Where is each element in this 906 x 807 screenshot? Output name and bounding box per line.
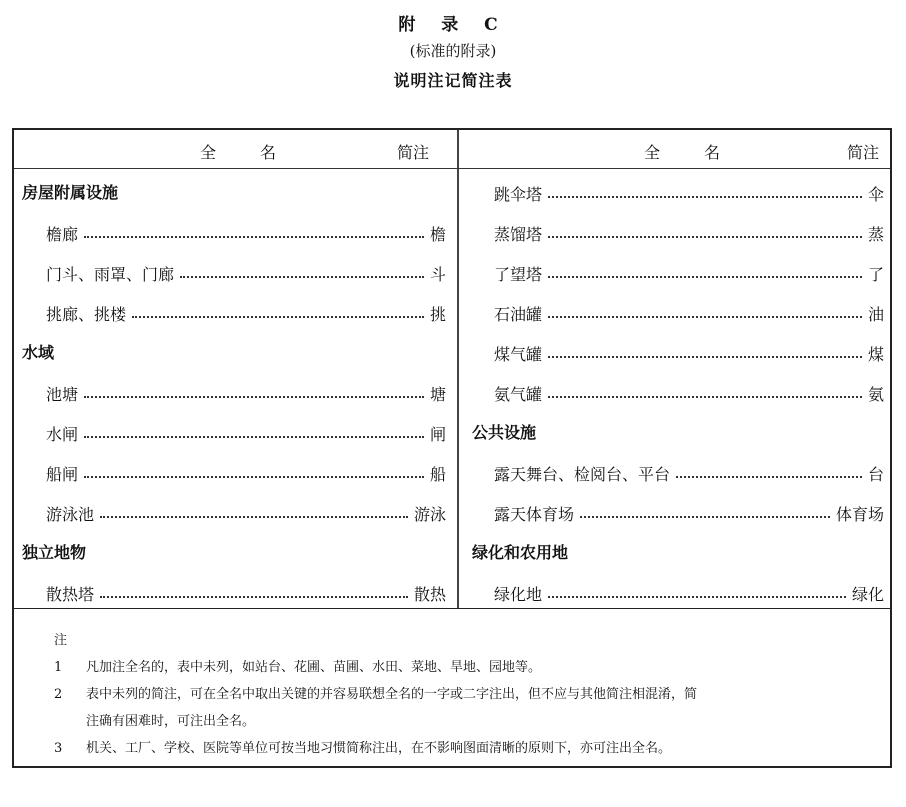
appendix-title: 附 录 C [398,15,508,35]
column-divider [457,130,459,608]
note-number: 3 [54,741,63,756]
leader-dots [100,596,408,598]
table-row [494,222,884,244]
full-name: 煤气罐 [494,344,543,364]
abbreviation-table [12,128,892,768]
leader-dots [548,236,862,238]
right-header-abbr: 简注 [847,143,880,162]
left-header-abbr: 简注 [397,143,430,162]
leader-dots [548,396,862,398]
abbreviation: 挑 [429,304,446,324]
full-name: 游泳池 [46,504,95,524]
abbreviation: 油 [867,304,884,324]
leader-dots [100,516,408,518]
category-heading: 独立地物 [22,543,87,562]
abbreviation: 斗 [429,264,446,284]
table-row [46,382,446,404]
leader-dots [84,436,424,438]
abbreviation: 台 [867,464,884,484]
leader-dots [548,356,862,358]
note-text: 机关、工厂、学校、医院等单位可按当地习惯简称注出，在不影响图面清晰的原则下，亦可注出全名。 [86,741,672,756]
leader-dots [548,196,862,198]
category-heading: 公共设施 [472,423,537,442]
abbreviation: 体育场 [835,504,884,524]
leader-dots [132,316,424,318]
full-name: 了望塔 [494,264,543,284]
note-text: 注确有困难时，可注出全名。 [86,714,256,729]
abbreviation: 檐 [429,224,446,244]
right-header-full-name: 全 名 [644,143,735,162]
abbreviation: 游泳 [413,504,446,524]
full-name: 挑廊、挑楼 [46,304,127,324]
abbreviation: 氨 [867,384,884,404]
table-row [494,502,884,524]
table-heading: 说明注记简注表 [393,71,513,90]
abbreviation: 了 [867,264,884,284]
category-heading: 水域 [22,343,55,362]
leader-dots [84,236,424,238]
left-header-full-name: 全 名 [200,143,291,162]
leader-dots [676,476,862,478]
full-name: 门斗、雨罩、门廊 [46,264,175,284]
leader-dots [548,316,862,318]
leader-dots [548,596,846,598]
table-row [46,502,446,524]
leader-dots [180,276,424,278]
full-name: 露天体育场 [494,504,575,524]
abbreviation: 闸 [429,424,446,444]
full-name: 氨气罐 [494,384,543,404]
notes-label: 注 [54,633,68,648]
leader-dots [580,516,830,518]
table-row [494,462,884,484]
table-row [46,462,446,484]
full-name: 跳伞塔 [494,184,543,204]
full-name: 石油罐 [494,304,543,324]
note-number: 2 [54,687,63,702]
note-text: 凡加注全名的，表中未列，如站台、花圃、苗圃、水田、菜地、旱地、园地等。 [86,660,542,675]
abbreviation: 伞 [867,184,884,204]
leader-dots [84,476,424,478]
abbreviation: 塘 [429,384,446,404]
full-name: 水闸 [46,424,79,444]
abbreviation: 绿化 [851,584,884,604]
appendix-subtitle: (标准的附录) [409,42,497,60]
table-row [494,182,884,204]
table-row [494,342,884,364]
abbreviation: 蒸 [867,224,884,244]
table-row [46,262,446,284]
notes-divider [14,608,890,609]
full-name: 绿化地 [494,584,543,604]
abbreviation: 船 [429,464,446,484]
table-row [46,422,446,444]
full-name: 露天舞台、检阅台、平台 [494,464,671,484]
leader-dots [84,396,424,398]
table-row [494,382,884,404]
table-row [494,262,884,284]
note-number: 1 [54,660,63,675]
table-row [494,302,884,324]
full-name: 蒸馏塔 [494,224,543,244]
abbreviation: 散热 [413,584,446,604]
full-name: 檐廊 [46,224,79,244]
leader-dots [548,276,862,278]
full-name: 池塘 [46,384,79,404]
table-row [46,222,446,244]
header-divider [14,168,890,169]
category-heading: 绿化和农用地 [472,543,569,562]
full-name: 散热塔 [46,584,95,604]
table-row [46,302,446,324]
category-heading: 房屋附属设施 [22,183,119,202]
note-text: 表中未列的简注，可在全名中取出关键的并容易联想全名的一字或二字注出，但不应与其他简注相混淆，简 [86,687,698,702]
abbreviation: 煤 [867,344,884,364]
full-name: 船闸 [46,464,79,484]
table-row [494,582,884,604]
table-row [46,582,446,604]
